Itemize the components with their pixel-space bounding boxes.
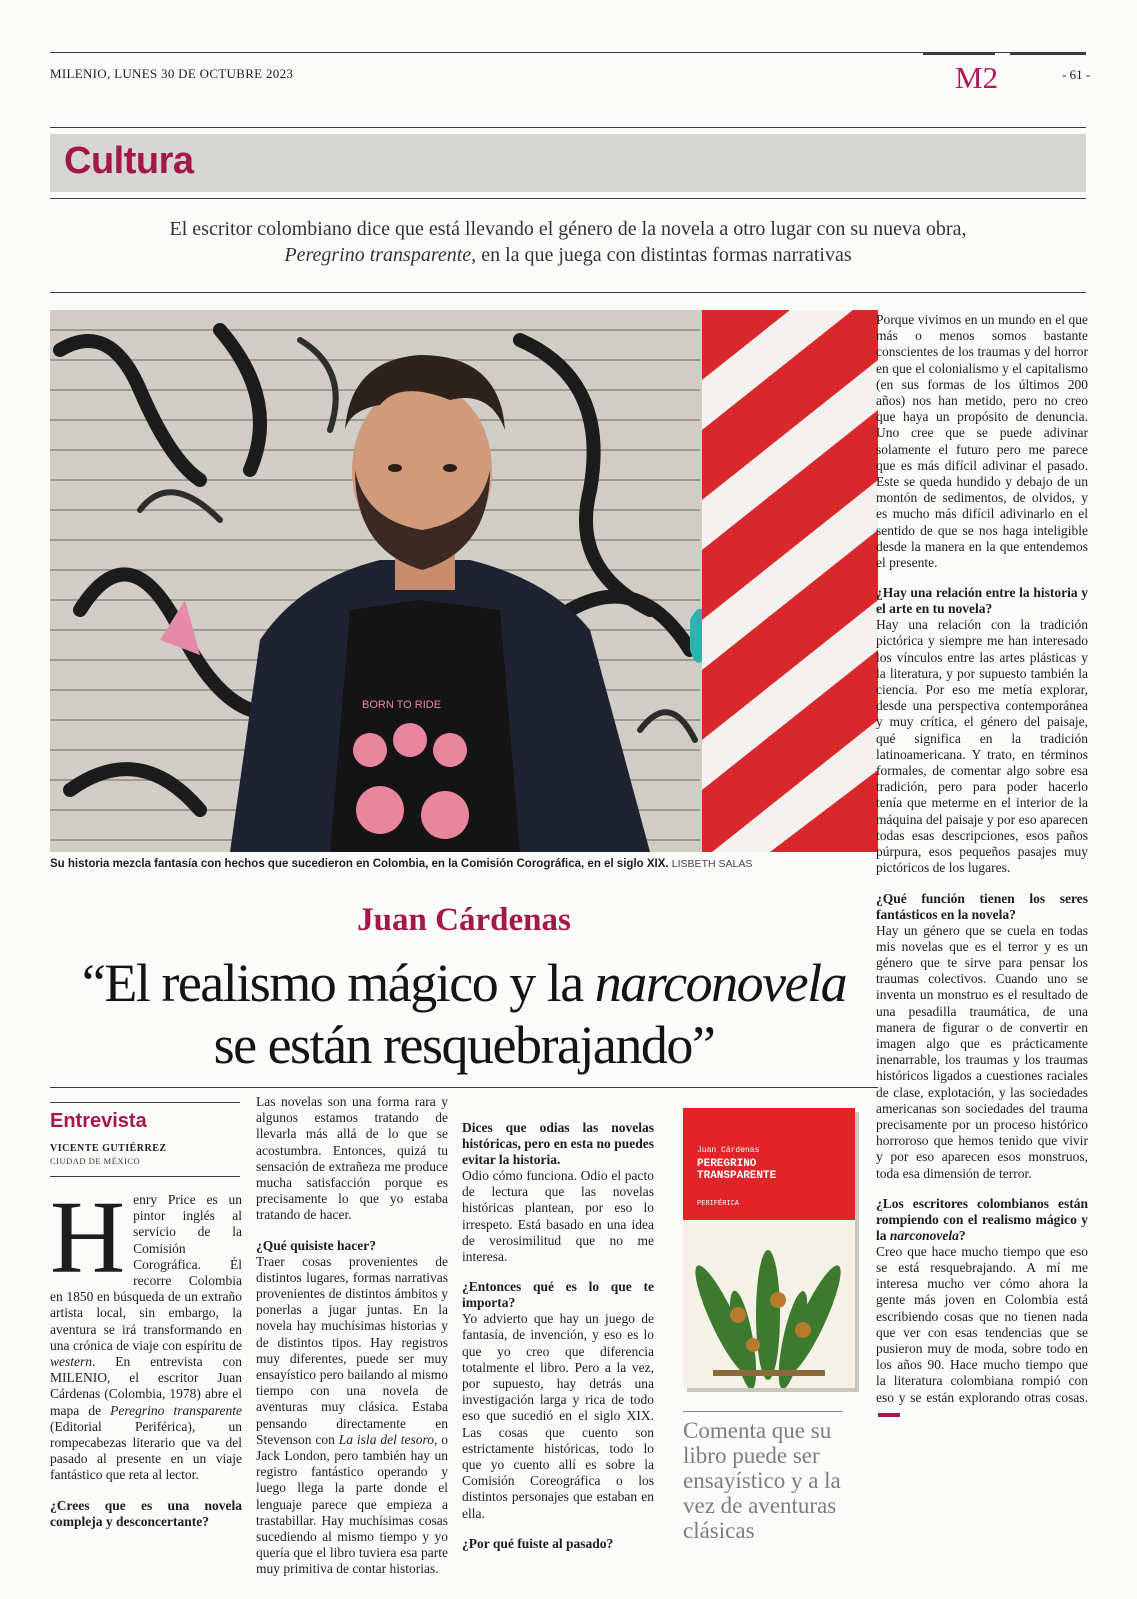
- photo-credit: LISBETH SALAS: [671, 858, 753, 870]
- book-publisher: PERIFÉRICA: [697, 1200, 740, 1208]
- question-8-italic: narconovela: [889, 1227, 959, 1243]
- section-rule-top: [50, 127, 1086, 128]
- headline-rule: [50, 1087, 878, 1088]
- shirt-print-text: BORN TO RIDE: [362, 699, 442, 711]
- question-7: ¿Qué función tienen los seres fantásticos en la novela?: [876, 890, 1088, 922]
- intro-text-a: enry Price es un pintor inglés al servicio de la Comisión Corográfica. Él recorre Colombia en 1850 en búsqueda de un extraño artista local, sin embargo, la aventura se irá transformando en una crónica de viaje con espíritu de: [50, 1192, 242, 1353]
- interviewee-name: Juan Cárdenas: [357, 902, 571, 938]
- answer-8: [876, 1244, 1088, 1422]
- top-rule-accent-2: [1010, 52, 1086, 55]
- byline-rule: [50, 1176, 240, 1177]
- section-title: Cultura: [64, 140, 194, 182]
- caption-text: Su historia mezcla fantasía con hechos que sucedieron en Colombia, en la Comisión Corográfica, en el siglo XIX.: [50, 858, 669, 870]
- answer-7: Hay un género que se cuela en todas mis novelas que es el terror y es un género que te sirve para pensar los traumas colectivos. Cuando uno se inventa un monstruo es el resultado de una pesadilla traumática, de una manera de figurar o de convertir en imagen algo que es prácticamente inenarrable, los traumas y los traumas históricos ligados a cuestiones raciales de clase, explotación, y las sociedades americanas son sociedades del trauma precisamente por un proceso histórico horroroso que hemos tenido que vivir y por eso aparecen esos monstruos, toda esa dimensión de terror.: [876, 922, 1088, 1181]
- column-1: [50, 1180, 242, 1530]
- answer-3: Odio cómo funciona. Odio el pacto de lectura que las novelas históricas plantean, por eso lo irrespeto. Está basado en una idea de verosimilitud que no me interesa.: [462, 1168, 654, 1265]
- dateline-city: CIUDAD DE MÉXICO: [50, 1156, 141, 1166]
- book-title-line-2: TRANSPARENTE: [697, 1170, 777, 1182]
- top-rule-accent-1: [923, 52, 995, 55]
- deck-line-1: El escritor colombiano dice que está llevando el género de la novela a otro lugar con su nueva obra,: [169, 218, 967, 240]
- deck-line-2: [60, 242, 1076, 268]
- headline: [40, 952, 888, 1076]
- deck-book-title: Peregrino transparente: [284, 244, 472, 266]
- article-label: Entrevista: [50, 1110, 147, 1132]
- deck-line-2-rest: , en la que juega con distintas formas narrativas: [471, 244, 852, 266]
- section-band: [50, 134, 1086, 192]
- deck-rule: [50, 292, 1086, 293]
- page-number: - 61 -: [1062, 67, 1091, 82]
- question-2: ¿Qué quisiste hacer?: [256, 1237, 376, 1253]
- intro-text-b: . En entrevista con MILENIO, el escritor Juan Cárdenas (Colombia, 1978) abre el mapa de: [50, 1354, 242, 1418]
- orchid-illustration: [683, 1220, 855, 1388]
- answer-8-text: Creo que hace mucho tiempo que eso se está resquebrajando. A mí me interesa mucho ver cómo ahora la gente más joven en Colombia está escribiendo cosas que no tienen nada que ver con esas tendencias que se pusieron muy de moda, sobre todo en los años 90. Hace mucho tiempo que la literatura colombiana rompió con eso y se están explorando otras cosas.: [876, 1243, 1088, 1405]
- column-2: [256, 1094, 448, 1578]
- author-portrait-illustration: [50, 310, 878, 852]
- byline: VICENTE GUTIÉRREZ: [50, 1143, 167, 1154]
- headline-part-1: “El realismo mágico y la: [81, 953, 595, 1013]
- book-title-line-1: PEREGRINO: [697, 1158, 757, 1170]
- question-8-text-a: ¿Los escritores colombianos están rompiendo con el realismo mágico y la: [876, 1195, 1088, 1243]
- dropcap: H: [50, 1180, 126, 1295]
- pull-quote: Comenta que su libro puede ser ensayístico y a la vez de aventuras clásicas: [683, 1418, 841, 1543]
- book-author: Juan Cárdenas: [697, 1146, 760, 1155]
- intro-book-title: Peregrino transparente: [110, 1402, 242, 1418]
- intro-text-c: (Editorial Periférica), un rompecabezas literario que va del pasado al presente en un viaje fantástico que reta al lector.: [50, 1418, 242, 1483]
- question-6: ¿Hay una relación entre la historia y el arte en tu novela?: [876, 585, 1088, 617]
- answer-2: [256, 1254, 448, 1578]
- column-4: [876, 312, 1088, 1422]
- question-3: Dices que odias las novelas históricas, pero en esta no puedes evitar la historia.: [462, 1120, 654, 1167]
- deck: [60, 216, 1076, 268]
- question-8: [876, 1196, 1088, 1244]
- label-rule: [50, 1102, 240, 1103]
- answer-5: Porque vivimos en un mundo en el que más o menos somos bastante conscientes de los traumas y del horror en que el colonialismo y el capitalismo (en sus formas de los últimos 200 años) nos han metido, pero no creo que haya un propósito de denuncia. Uno cree que se puede adivinar solamente el futuro pero me parece que es más difícil adivinar el pasado. Este se queda hundido y debajo de un montón de sedimentos, de olvidos, y es mucho más difícil adivinarlo en el sentido de que se nos haga inteligible desde la manera en la que entendemos el presente.: [876, 312, 1088, 571]
- book-title: [697, 1158, 776, 1182]
- headline-italic: narconovela: [594, 953, 847, 1013]
- answer-2-text-b: , o Jack London, pero también hay un registro fantástico operando y luego llega la parte donde el lenguaje parece que empieza a trastabillar. Hay muchísimas cosas sucediendo al mismo tiempo y yo quería que el libro tuviera esa parte muy primitiva de contar historias.: [256, 1431, 448, 1577]
- column-3: [462, 1094, 654, 1552]
- question-1: ¿Crees que es una novela compleja y desconcertante?: [50, 1497, 242, 1529]
- question-8-text-b: ?: [958, 1227, 966, 1243]
- end-mark: [878, 1413, 900, 1417]
- intro-western: western: [50, 1354, 92, 1370]
- supplement-mark: M2: [955, 60, 999, 95]
- photo-caption: [50, 858, 890, 870]
- pull-quote-rule: [683, 1411, 843, 1412]
- publication-date: MILENIO, LUNES 30 DE OCTUBRE 2023: [50, 66, 294, 81]
- section-rule-bottom: [50, 198, 1086, 199]
- question-4: ¿Entonces qué es lo que te importa?: [462, 1279, 654, 1311]
- answer-4: Yo advierto que hay un juego de fantasía, de invención, y eso es lo que yo creo que diferencia totalmente el libro. Pero a la vez, por supuesto, hay detrás una investigación larga y rica de todo eso que sucedió en el siglo XIX. Las cosas que cuento son estrictamente históricas, todo lo que yo cuento allí es sobre la Comisión Coreográfica o los distintos personajes que estaban en ella.: [462, 1311, 654, 1521]
- answer-6: Hay una relación con la tradición pictórica y siempre me han interesado los vínculos entre las artes plásticas y la literatura, y por supuesto también la ciencia. Por eso me metía explorar, desde una perspectiva contemporánea y muy crítica, el género del paisaje, qué significa en la tradición latinoamericana. Y trato, en términos formales, de comentar algo sobre esa tradición, pero para poder hacerlo tenía que meterme en el interior de la máquina del paisaje y por eso aparecen todas esas descripciones, esos paños púrpura, esos pequeños pasajes muy pictóricos de los lugares.: [876, 617, 1088, 876]
- author-photo: [50, 310, 878, 852]
- intro-paragraph: [50, 1180, 242, 1484]
- headline-part-2: se están resquebrajando”: [213, 1015, 715, 1075]
- answer-1: Las novelas son una forma rara y algunos estamos tratando de llevarla más allá de lo que se acostumbra. Entonces, quizá tu sensación de extrañeza me produce mucha satisfacción porque es precisamente lo que yo estaba tratando de hacer.: [256, 1094, 448, 1223]
- book-cover: [683, 1108, 855, 1388]
- question-5: ¿Por qué fuiste al pasado?: [462, 1535, 614, 1551]
- answer-2-book: La isla del tesoro: [338, 1431, 434, 1447]
- answer-2-text-a: Traer cosas provenientes de distintos lugares, formas narrativas provenientes de distintos ámbitos y ponerlas a jugar juntas. En la novela hay muchísimas historias y de distintos tipos. Hay registros muy diferentes, puede ser muy ensayístico pero bailando al mismo tiempo con una novela de aventuras muy clásica. Estaba pensando directamente en Stevenson con: [256, 1253, 448, 1447]
